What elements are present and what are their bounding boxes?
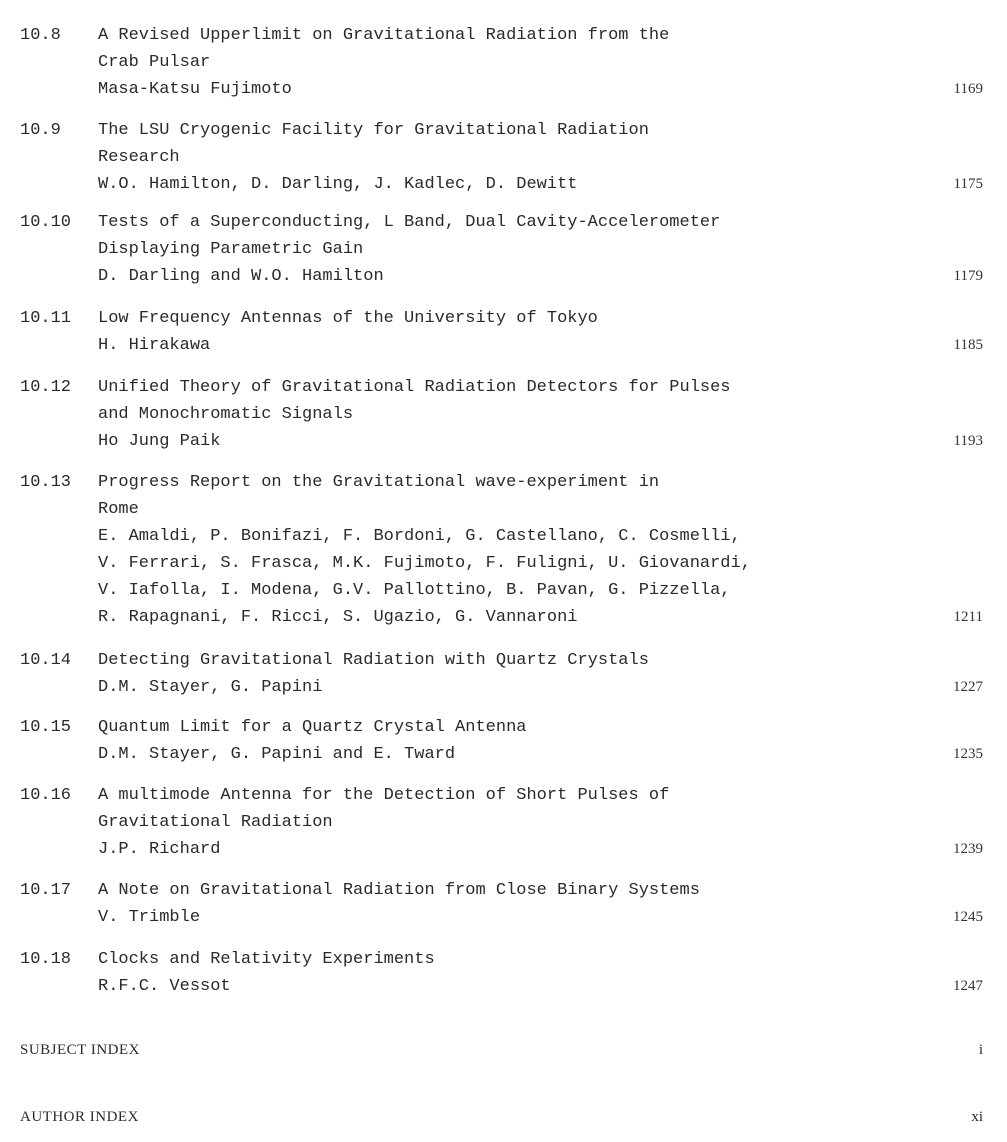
entry-authors: W.O. Hamilton, D. Darling, J. Kadlec, D. Dewitt: [98, 175, 578, 194]
index-label: SUBJECT INDEX: [20, 1042, 140, 1058]
entry-text: [98, 117, 898, 198]
entry-title: Quantum Limit for a Quartz Crystal Antenna: [98, 718, 527, 737]
section-number: 10.16: [20, 786, 72, 805]
entry-text: [98, 469, 898, 631]
entry-text: [98, 209, 898, 290]
page-number: 1185: [953, 337, 983, 353]
index-page-number: i: [978, 1042, 983, 1058]
entry-text: [98, 647, 898, 701]
page-number: 1169: [953, 81, 983, 97]
section-number: 10.13: [20, 473, 72, 492]
entry-authors: D. Darling and W.O. Hamilton: [98, 267, 384, 286]
page-number: 1239: [953, 841, 983, 857]
section-number: 10.9: [20, 121, 61, 140]
toc-entry: [0, 305, 1007, 359]
entry-text: [98, 877, 898, 931]
entry-authors: J.P. Richard: [98, 840, 221, 859]
entry-text: [98, 782, 898, 863]
entry-authors: D.M. Stayer, G. Papini: [98, 678, 323, 697]
entry-text: [98, 946, 898, 1000]
toc-entry: [0, 782, 1007, 863]
page-number: 1193: [953, 433, 983, 449]
toc-entry: [0, 714, 1007, 768]
entry-title: Low Frequency Antennas of the University of Tokyo: [98, 309, 598, 328]
entry-title: A multimode Antenna for the Detection of Short Pulses of: [98, 786, 670, 805]
entry-title: Progress Report on the Gravitational wave-experiment in: [98, 473, 660, 492]
page-number: 1247: [953, 978, 983, 994]
toc-entry: [0, 22, 1007, 103]
section-number: 10.8: [20, 26, 61, 45]
entry-title: The LSU Cryogenic Facility for Gravitational Radiation: [98, 121, 649, 140]
page-number: 1227: [953, 679, 983, 695]
entry-text: [98, 22, 898, 103]
entry-title: Crab Pulsar: [98, 53, 211, 72]
entry-authors: Ho Jung Paik: [98, 432, 221, 451]
entry-authors: Masa-Katsu Fujimoto: [98, 80, 292, 99]
page-number: 1179: [953, 268, 983, 284]
toc-entry: [0, 469, 1007, 631]
entry-authors: V. Trimble: [98, 908, 201, 927]
entry-title: Unified Theory of Gravitational Radiation Detectors for Pulses: [98, 378, 731, 397]
entry-authors: D.M. Stayer, G. Papini and E. Tward: [98, 745, 456, 764]
entry-authors: H. Hirakawa: [98, 336, 211, 355]
entry-text: [98, 714, 898, 768]
entry-title: and Monochromatic Signals: [98, 405, 354, 424]
section-number: 10.15: [20, 718, 72, 737]
entry-authors: V. Iafolla, I. Modena, G.V. Pallottino, B. Pavan, G. Pizzella,: [98, 581, 731, 600]
toc-entry: [0, 374, 1007, 455]
entry-title: Tests of a Superconducting, L Band, Dual Cavity-Accelerometer: [98, 213, 721, 232]
index-page-number: xi: [971, 1109, 983, 1125]
section-number: 10.10: [20, 213, 72, 232]
page-number: 1245: [953, 909, 983, 925]
entry-authors: R. Rapagnani, F. Ricci, S. Ugazio, G. Vannaroni: [98, 608, 578, 627]
index-label: AUTHOR INDEX: [20, 1109, 139, 1125]
entry-text: [98, 374, 898, 455]
toc-entry: [0, 877, 1007, 931]
section-number: 10.14: [20, 651, 72, 670]
entry-title: Gravitational Radiation: [98, 813, 333, 832]
section-number: 10.12: [20, 378, 72, 397]
page-number: 1175: [953, 176, 983, 192]
entry-authors: V. Ferrari, S. Frasca, M.K. Fujimoto, F. Fuligni, U. Giovanardi,: [98, 554, 751, 573]
entry-title: A Revised Upperlimit on Gravitational Radiation from the: [98, 26, 670, 45]
section-number: 10.17: [20, 881, 72, 900]
entry-title: Rome: [98, 500, 139, 519]
entry-title: Detecting Gravitational Radiation with Quartz Crystals: [98, 651, 649, 670]
toc-entry: [0, 647, 1007, 701]
section-number: 10.11: [20, 309, 72, 328]
page-number: 1235: [953, 746, 983, 762]
entry-title: Clocks and Relativity Experiments: [98, 950, 435, 969]
section-number: 10.18: [20, 950, 72, 969]
entry-authors: E. Amaldi, P. Bonifazi, F. Bordoni, G. Castellano, C. Cosmelli,: [98, 527, 741, 546]
toc-entry: [0, 946, 1007, 1000]
entry-title: Research: [98, 148, 180, 167]
entry-authors: R.F.C. Vessot: [98, 977, 231, 996]
page-number: 1211: [953, 609, 983, 625]
toc-entry: [0, 209, 1007, 290]
entry-title: A Note on Gravitational Radiation from Close Binary Systems: [98, 881, 700, 900]
toc-entry: [0, 117, 1007, 198]
entry-text: [98, 305, 898, 359]
entry-title: Displaying Parametric Gain: [98, 240, 364, 259]
